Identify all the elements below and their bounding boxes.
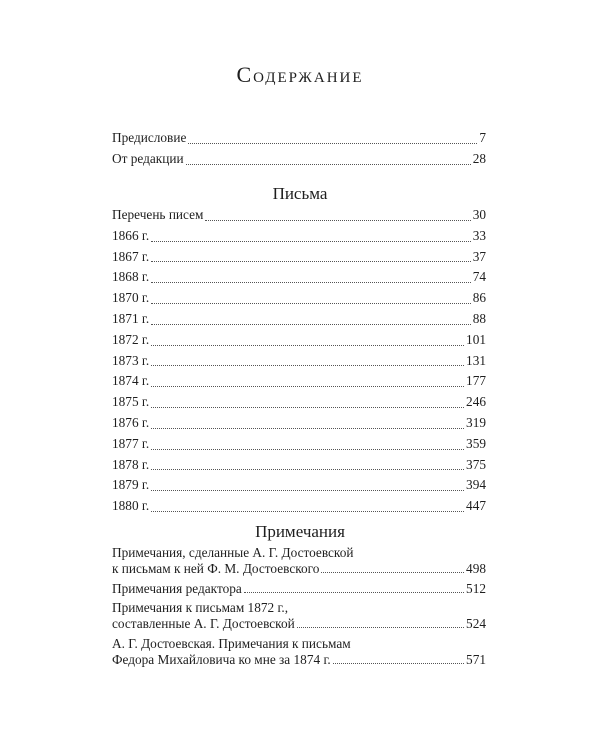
toc-entry-label: 1878 г. [112,456,150,472]
toc-entry-page: 86 [472,290,486,306]
dot-leader [151,428,464,429]
dot-leader [151,241,471,242]
section-heading-letters: Письма [272,184,328,203]
toc-entry[interactable] [112,581,486,597]
toc-entry-label-line2: к письмам к ней Ф. М. Достоевского [112,561,320,576]
toc-entry-page: 524 [466,616,486,631]
notes-list [112,545,486,672]
dot-leader [151,490,464,491]
dot-leader [151,469,464,470]
toc-entry-page: 131 [466,352,486,368]
dot-leader [151,449,464,450]
dot-leader [151,345,464,346]
toc-entry-label: Предисловие [112,130,187,145]
dot-leader [151,303,471,304]
toc-entry-page: 33 [472,227,486,243]
toc-entry-page: 177 [466,373,486,389]
toc-entry[interactable] [112,371,486,392]
toc-entry[interactable] [112,351,486,372]
toc-entry-label-line2: составленные А. Г. Достоевской [112,616,295,631]
dot-leader [297,627,464,628]
toc-entry[interactable] [112,475,486,496]
toc-entry-page: 28 [472,150,486,166]
toc-entry-label: 1867 г. [112,248,150,264]
dot-leader [321,572,464,573]
dot-leader [205,220,470,221]
toc-entry[interactable] [112,330,486,351]
dot-leader [244,592,464,593]
toc-entry-page: 512 [466,581,486,596]
toc-entry-page: 101 [466,331,486,347]
toc-entry[interactable] [112,636,486,668]
dot-leader [151,282,471,283]
dot-leader [151,511,464,512]
toc-entry-label: 1879 г. [112,477,150,493]
toc-entry[interactable] [112,496,486,517]
toc-entry-label: 1876 г. [112,414,150,430]
page-title: Содержание [236,62,364,87]
toc-entry-page: 74 [472,269,486,285]
dot-leader [151,386,464,387]
section-heading-notes: Примечания [255,522,345,541]
toc-entry[interactable] [112,205,486,226]
toc-entry[interactable] [112,247,486,268]
dot-leader [151,261,471,262]
toc-entry-label: 1872 г. [112,331,150,347]
dot-leader [333,663,464,664]
toc-entry-page: 498 [466,561,486,576]
toc-entry-page: 319 [466,414,486,430]
toc-entry-label: 1871 г. [112,310,150,326]
toc-entry-page: 37 [472,248,486,264]
toc-entry-label: Перечень писем [112,207,204,222]
toc-entry[interactable] [112,545,486,577]
toc-entry[interactable] [112,413,486,434]
dot-leader [188,143,477,144]
toc-entry[interactable] [112,455,486,476]
toc-entry-label-line1: Примечания к письмам 1872 г., [112,600,289,615]
toc-entry-label: 1874 г. [112,373,150,389]
toc-entry-label: 1875 г. [112,394,150,410]
toc-entry[interactable] [112,600,486,632]
front-matter-list [112,128,486,170]
toc-entry-label: Примечания редактора [112,581,242,596]
toc-entry-label: 1870 г. [112,290,150,306]
toc-entry[interactable] [112,226,486,247]
toc-entry-label: 1873 г. [112,352,150,368]
toc-entry-label: От редакции [112,150,184,166]
toc-entry-page: 88 [472,310,486,326]
toc-entry-page: 375 [466,456,486,472]
toc-entry-label: 1868 г. [112,269,150,285]
toc-entry-page: 447 [466,498,486,514]
toc-entry-page: 30 [472,207,486,222]
toc-entry-label-line1: Примечания, сделанные А. Г. Достоевской [112,545,354,560]
toc-entry[interactable] [112,309,486,330]
toc-entry[interactable] [112,149,486,170]
letters-list [112,205,486,517]
toc-entry-page: 571 [466,652,486,667]
toc-entry-page: 394 [466,477,486,493]
toc-entry-label-line1: А. Г. Достоевская. Примечания к письмам [112,636,351,651]
dot-leader [151,407,464,408]
dot-leader [186,164,471,165]
toc-entry-page: 359 [466,435,486,451]
toc-entry-label: 1880 г. [112,498,150,514]
toc-entry-page: 7 [479,130,486,145]
dot-leader [151,324,471,325]
toc-entry-label-line2: Федора Михайловича ко мне за 1874 г. [112,652,331,667]
toc-entry-label: 1866 г. [112,227,150,243]
dot-leader [151,365,464,366]
toc-entry[interactable] [112,128,486,149]
toc-entry[interactable] [112,267,486,288]
toc-entry[interactable] [112,288,486,309]
toc-entry-label: 1877 г. [112,435,150,451]
toc-entry-page: 246 [466,394,486,410]
toc-entry[interactable] [112,434,486,455]
toc-entry[interactable] [112,392,486,413]
